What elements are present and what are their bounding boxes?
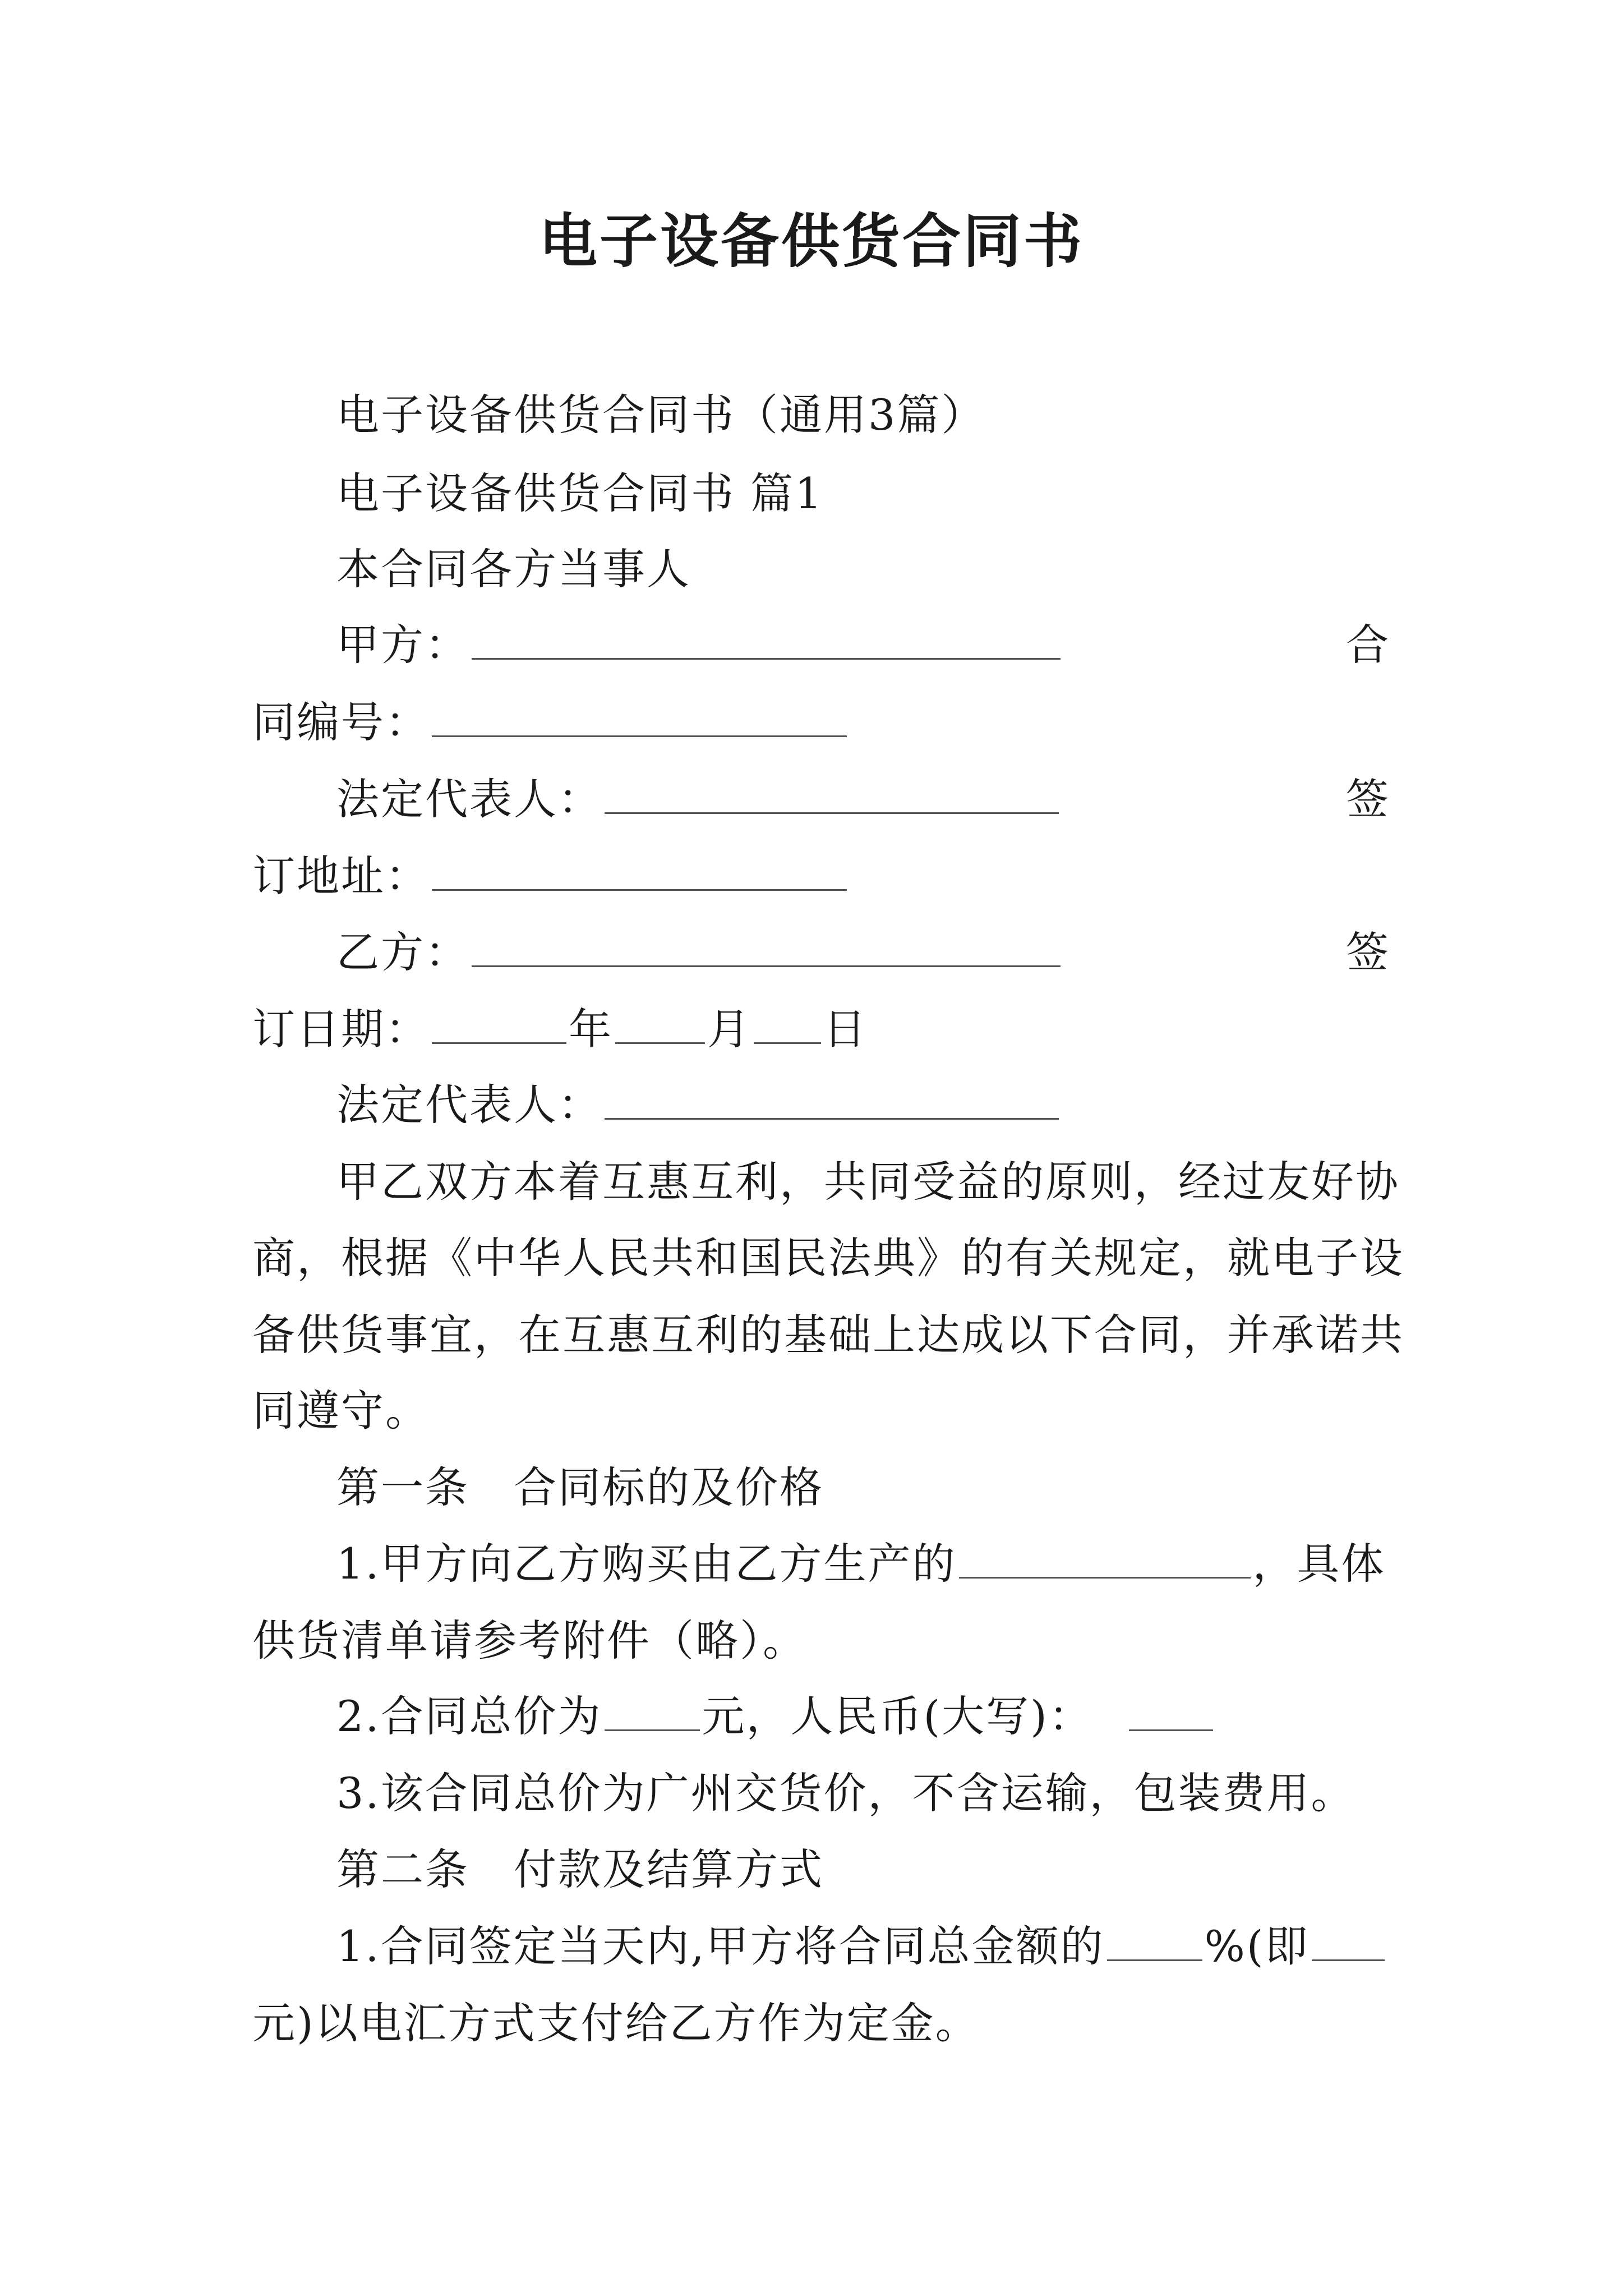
sign-address-line <box>252 848 849 904</box>
item-1-text: 1.甲方向乙方购买由乙方生产的 <box>336 1539 957 1589</box>
year-blank <box>432 1009 566 1044</box>
article-1-heading: 第一条 合同标的及价格 <box>336 1462 824 1512</box>
article-1-item-3: 3.该合同总价为广州交货价，不含运输，包装费用。 <box>336 1768 1355 1818</box>
product-blank <box>959 1543 1251 1579</box>
party-a-rep-label: 法定代表人： <box>336 774 602 824</box>
contract-no-label: 同编号： <box>252 697 430 747</box>
preamble-line-1: 甲乙双方本着互惠互利，共同受益的原则，经过友好协 <box>336 1157 1400 1207</box>
document-title: 电子设备供货合同书 <box>538 206 1084 275</box>
payment-text: 1.合同签定当天内,甲方将合同总金额的 <box>336 1921 1105 1971</box>
party-a-blank <box>472 624 1061 660</box>
party-a-rep-line <box>336 771 1061 827</box>
item-2-text: 2.合同总价为 <box>336 1691 602 1741</box>
preamble-line-4: 同遵守。 <box>252 1386 430 1435</box>
contract-no-blank <box>432 702 847 737</box>
party-b-rep-label: 法定代表人： <box>336 1080 602 1130</box>
party-a-rep-blank <box>605 779 1059 814</box>
sign-date-line <box>252 1001 868 1057</box>
percent-blank <box>1107 1926 1202 1961</box>
day-blank <box>754 1009 821 1044</box>
article-1-item-1 <box>336 1536 1386 1592</box>
parties-heading: 本合同各方当事人 <box>336 544 691 594</box>
sign-date-label-start: 签 <box>1346 927 1389 977</box>
contract-no-label-start: 合 <box>1346 620 1389 670</box>
party-a-label: 甲方： <box>336 620 469 670</box>
party-b-line <box>336 924 1063 981</box>
item-2-text-mid: 元，人民币(大写)： <box>702 1691 1093 1741</box>
total-price-blank <box>605 1696 700 1731</box>
sign-address-label: 订地址： <box>252 851 430 901</box>
party-a-line <box>336 617 1063 673</box>
day-label: 日 <box>823 1004 868 1054</box>
party-b-blank <box>472 932 1061 967</box>
payment-text-mid: %(即 <box>1204 1921 1310 1971</box>
party-b-rep-line <box>336 1077 1061 1133</box>
contract-no-line <box>252 694 849 751</box>
year-label: 年 <box>569 1004 613 1054</box>
preamble-line-3: 备供货事宜，在互惠互利的基础上达成以下合同，并承诺共 <box>252 1310 1404 1360</box>
sign-address-label-start: 签 <box>1346 774 1389 824</box>
month-blank <box>615 1009 705 1044</box>
subtitle-line: 电子设备供货合同书（通用3篇） <box>336 390 986 440</box>
party-b-rep-blank <box>605 1084 1059 1120</box>
article-1-item-1-cont: 供货清单请参考附件（略）。 <box>252 1616 807 1665</box>
sign-date-label: 订日期： <box>252 1004 430 1054</box>
month-label: 月 <box>707 1004 751 1054</box>
party-b-label: 乙方： <box>336 927 469 977</box>
amount-blank <box>1312 1926 1385 1961</box>
article-1-item-2 <box>336 1688 1215 1745</box>
article-2-item-1-cont: 元)以电汇方式支付给乙方作为定金。 <box>252 1998 980 2048</box>
article-2-heading: 第二条 付款及结算方式 <box>336 1844 824 1894</box>
preamble-line-2: 商，根据《中华人民共和国民法典》的有关规定，就电子设 <box>252 1233 1404 1283</box>
item-1-text-end: ，具体 <box>1252 1539 1386 1589</box>
rmb-uppercase-blank <box>1129 1696 1213 1731</box>
section-heading-1: 电子设备供货合同书 篇1 <box>336 468 824 518</box>
article-2-item-1 <box>336 1918 1387 1975</box>
sign-address-blank <box>432 855 847 891</box>
